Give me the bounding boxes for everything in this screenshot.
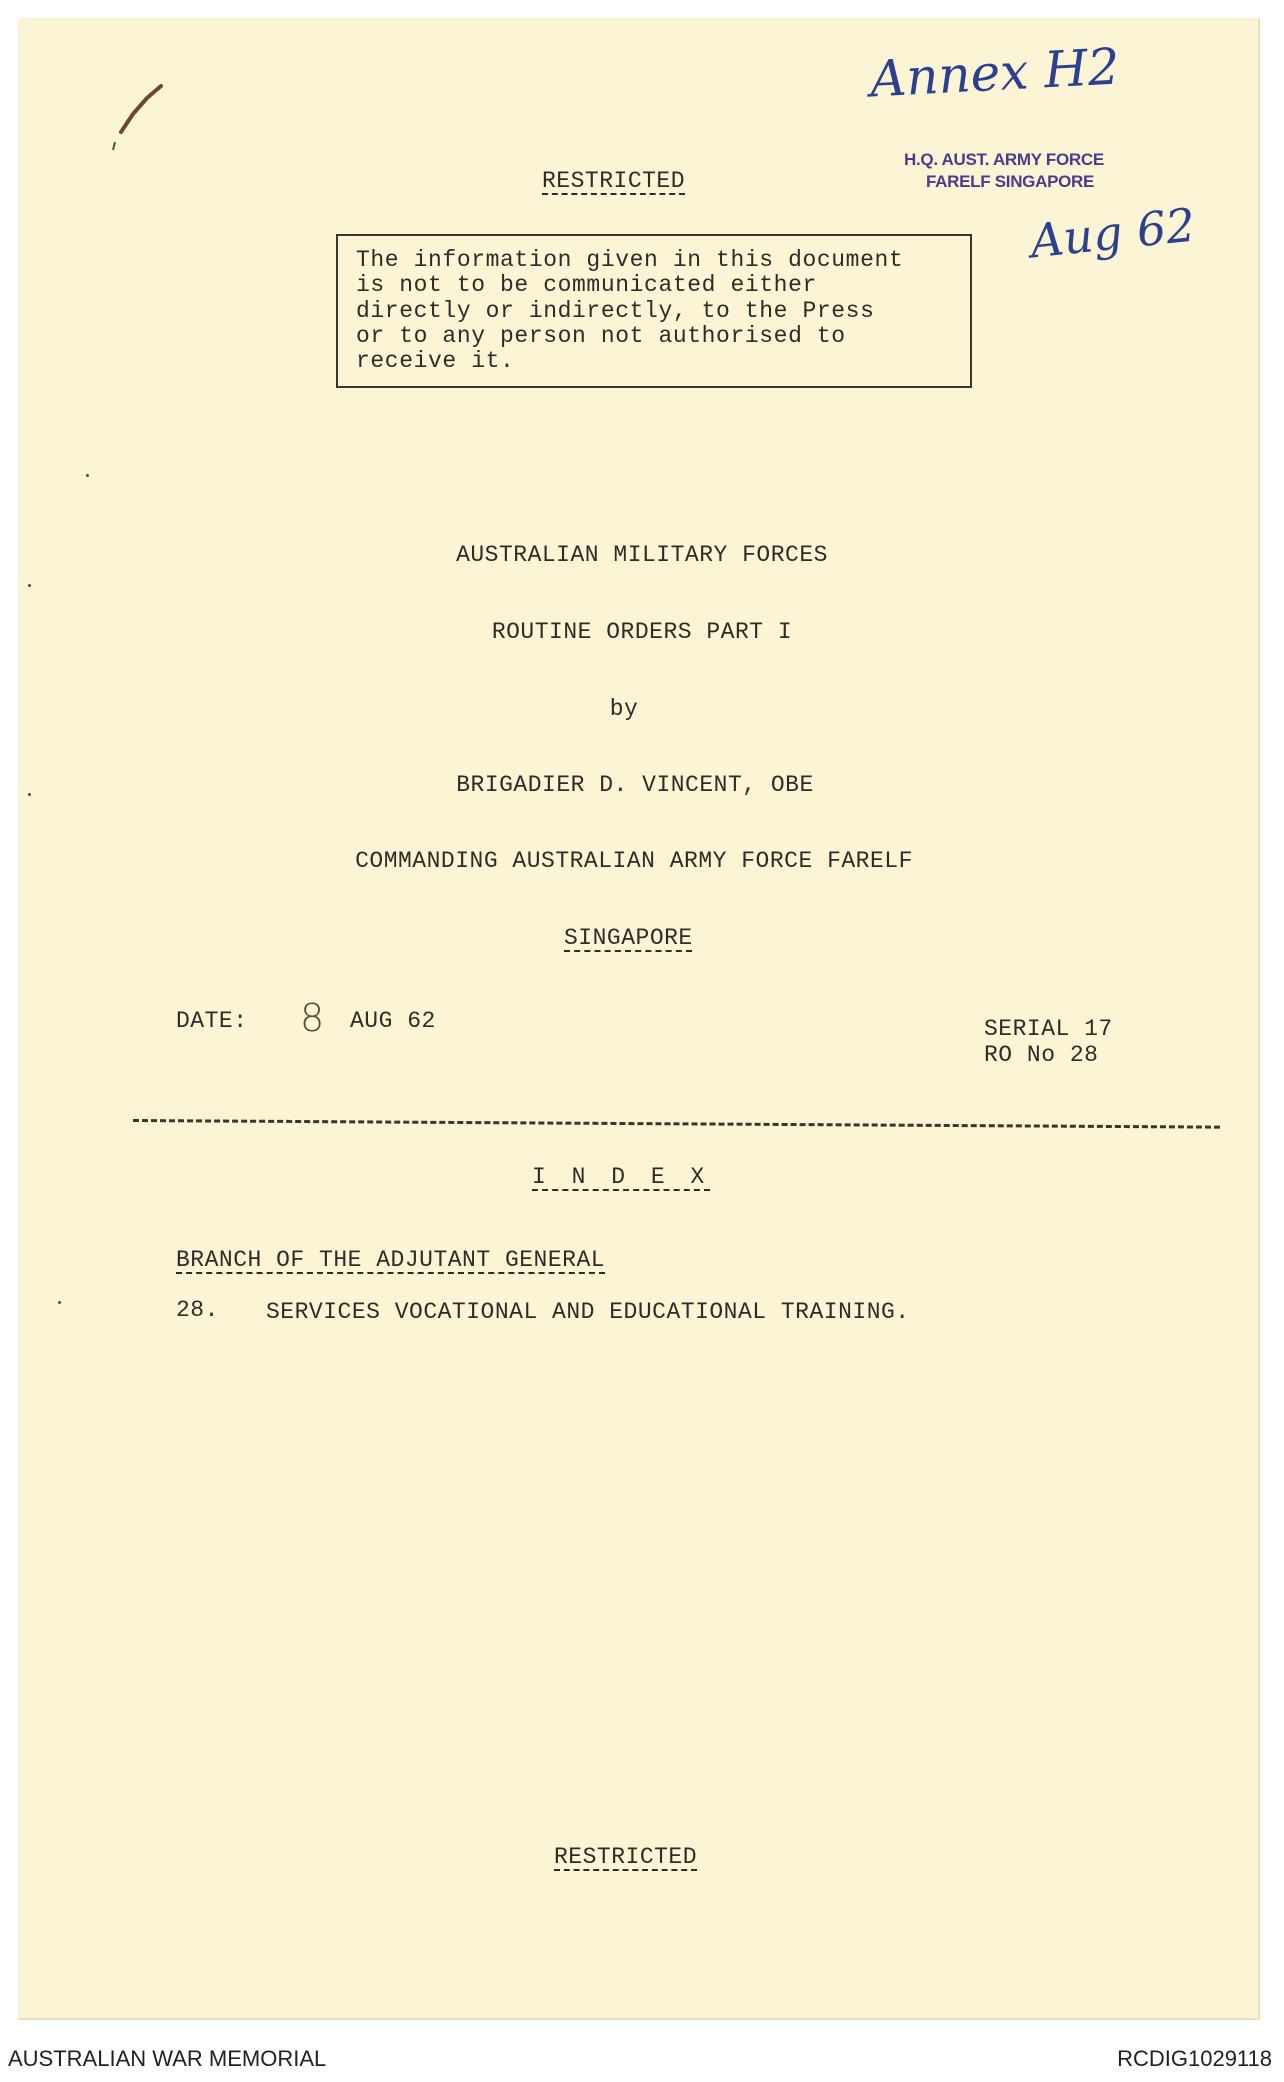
paper-speck <box>28 584 31 587</box>
date-day-handwritten: 8 <box>300 996 325 1040</box>
footer-archive-name: AUSTRALIAN WAR MEMORIAL <box>8 2046 327 2071</box>
footer-archive-id: RCDIG1029118 <box>1117 2046 1272 2071</box>
hq-stamp-line-1: H.Q. AUST. ARMY FORCE <box>904 150 1104 169</box>
hq-stamp-line-2: FARELF SINGAPORE <box>926 172 1095 191</box>
warning-line: is not to be communicated either <box>356 272 817 298</box>
heading-line-forces: AUSTRALIAN MILITARY FORCES <box>456 542 828 568</box>
restricted-bottom-label: RESTRICTED <box>554 1844 698 1870</box>
ro-number: RO No 28 <box>984 1042 1099 1068</box>
branch-heading: BRANCH OF THE ADJUTANT GENERAL <box>176 1247 606 1273</box>
heading-line-brigadier: BRIGADIER D. VINCENT, OBE <box>456 772 814 798</box>
margin-pen-mark <box>103 80 173 170</box>
annex-handwritten-note: Annex H2 <box>868 37 1121 109</box>
aug-handwritten-note: Aug 62 <box>1027 197 1198 269</box>
heading-line-commanding: COMMANDING AUSTRALIAN ARMY FORCE FARELF <box>355 848 913 874</box>
warning-line: or to any person not authorised to <box>356 323 846 349</box>
index-item-number: 28. <box>176 1297 219 1323</box>
heading-line-by: by <box>609 696 639 722</box>
warning-line: receive it. <box>356 348 515 374</box>
document-page <box>18 18 1260 2020</box>
warning-line: directly or indirectly, to the Press <box>356 298 875 324</box>
heading-line-singapore: SINGAPORE <box>564 925 693 951</box>
paper-speck <box>86 474 89 477</box>
warning-line: The information given in this document <box>356 247 904 273</box>
index-title: I N D E X <box>532 1164 711 1190</box>
date-label: DATE: <box>176 1008 248 1034</box>
paper-speck <box>58 1301 61 1304</box>
heading-line-routine-orders: ROUTINE ORDERS PART I <box>491 619 793 645</box>
serial-number: SERIAL 17 <box>984 1016 1113 1042</box>
date-month-year: AUG 62 <box>350 1008 436 1034</box>
restricted-top-label: RESTRICTED <box>542 168 686 194</box>
index-item-text: SERVICES VOCATIONAL AND EDUCATIONAL TRAINING. <box>266 1299 910 1325</box>
section-divider <box>133 1119 1220 1129</box>
